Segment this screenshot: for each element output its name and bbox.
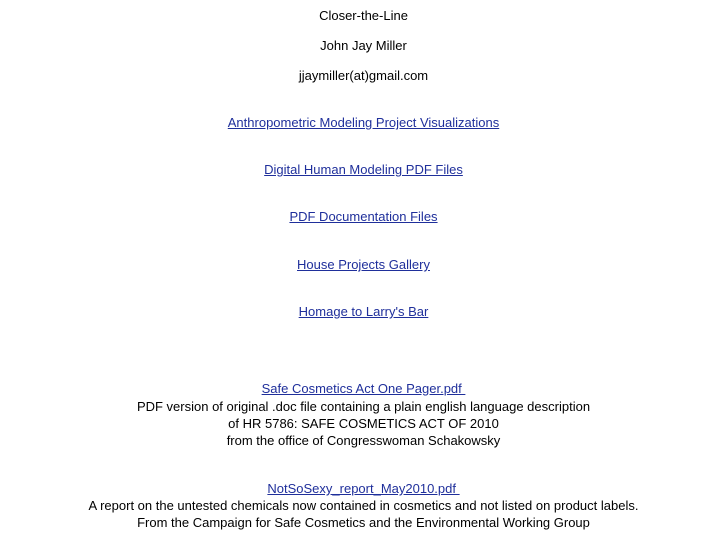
- link-digital-human-modeling-pdfs[interactable]: Digital Human Modeling PDF Files: [264, 162, 463, 177]
- link-notsosexy-report-pdf[interactable]: NotSoSexy_report_May2010.pdf: [267, 481, 460, 496]
- document-description-line: of HR 5786: SAFE COSMETICS ACT OF 2010: [228, 416, 499, 431]
- author-email: jjaymiller(at)gmail.com: [298, 68, 429, 83]
- link-homage-larrys-bar[interactable]: Homage to Larry's Bar: [298, 304, 429, 319]
- link-house-projects-gallery[interactable]: House Projects Gallery: [297, 257, 430, 272]
- author-name: John Jay Miller: [320, 38, 407, 53]
- document-description-line: from the office of Congresswoman Schakowsky: [226, 433, 501, 448]
- link-anthropometric-visualizations[interactable]: Anthropometric Modeling Project Visualizations: [227, 115, 500, 130]
- document-description-line: A report on the untested chemicals now contained in cosmetics and not listed on product labels.: [88, 498, 639, 513]
- link-safe-cosmetics-pdf[interactable]: Safe Cosmetics Act One Pager.pdf: [261, 381, 466, 396]
- link-pdf-documentation[interactable]: PDF Documentation Files: [289, 209, 438, 224]
- document-description-line: PDF version of original .doc file containing a plain english language description: [136, 399, 591, 414]
- site-title: Closer-the-Line: [319, 8, 408, 23]
- document-description-line: From the Campaign for Safe Cosmetics and the Environmental Working Group: [137, 515, 590, 530]
